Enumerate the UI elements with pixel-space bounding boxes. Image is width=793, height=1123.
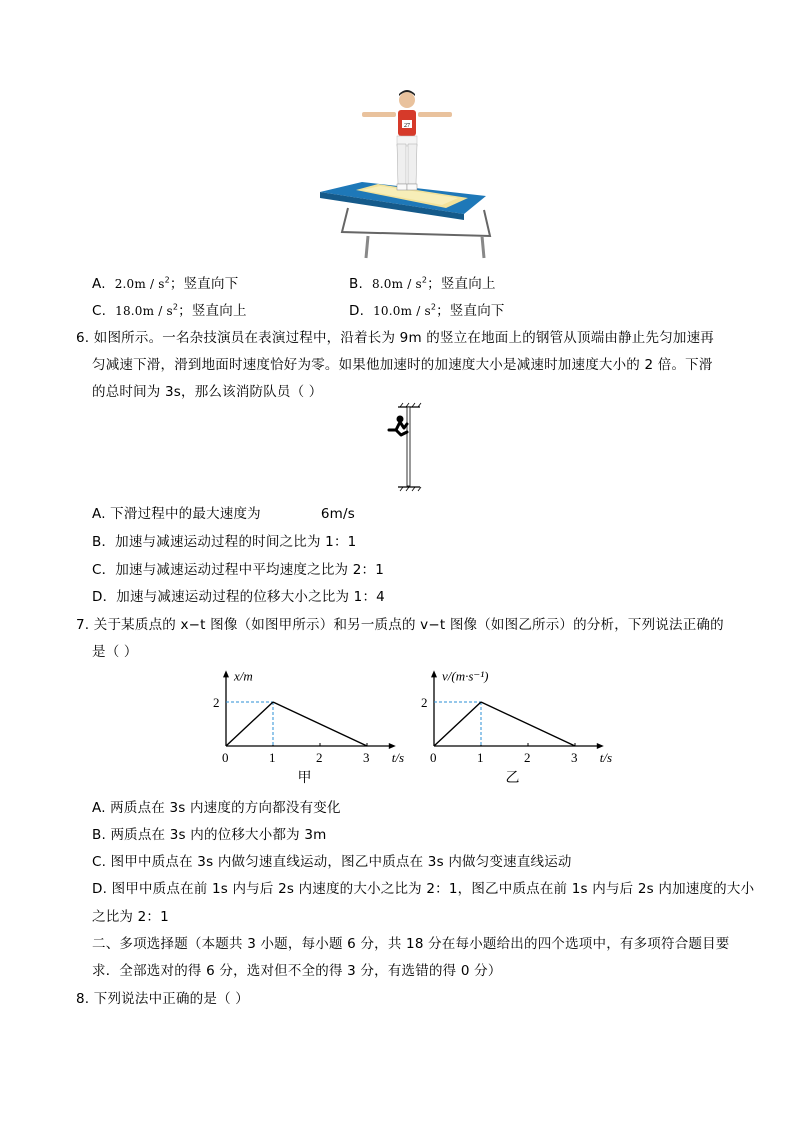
y-axis-arrow (223, 670, 229, 677)
series-segment (434, 702, 481, 746)
q6-option-b[interactable]: B．加速与减速运动过程的时间之比为 1：1 (92, 534, 357, 550)
q7-option-d-line2[interactable]: 之比为 2：1 (92, 909, 169, 925)
series-segment (273, 702, 367, 746)
x-tick-label: 3 (363, 750, 370, 765)
q5-option-b[interactable]: B. $8.0m / s^2$；竖直向上 (349, 275, 496, 292)
q5-option-c[interactable]: C. $18.0m / s^2$；竖直向上 (92, 302, 247, 319)
x-axis-label: t/s (391, 750, 405, 765)
chart-caption: 甲 (297, 771, 312, 786)
y-tick-label: 2 (213, 695, 220, 710)
section2-heading-line2: 求．全部选对的得 6 分，选对但不全的得 3 分，有选错的得 0 分） (92, 963, 502, 979)
q7-option-a[interactable]: A. 两质点在 3s 内速度的方向都没有变化 (92, 800, 341, 816)
q6-stem-line3: 的总时间为 3s，那么该消防队员（ ） (92, 384, 323, 400)
q6-option-c[interactable]: C．加速与减速运动过程中平均速度之比为 2：1 (92, 562, 384, 578)
y-axis-arrow (431, 670, 437, 677)
x-tick-label: 2 (524, 750, 531, 765)
x-axis-arrow (597, 743, 604, 749)
x-tick-label: 0 (430, 750, 437, 765)
y-tick-label: 2 (421, 695, 428, 710)
x-tick-label: 0 (222, 750, 229, 765)
x-tick-label: 3 (571, 750, 578, 765)
section2-heading-line1: 二、多项选择题（本题共 3 小题，每小题 6 分，共 18 分在每小题给出的四个选项中，有多项符合题目要 (92, 936, 730, 952)
pole-climber-figure (384, 402, 434, 492)
q7-stem-line1: 7. 关于某质点的 x−t 图像（如图甲所示）和另一质点的 v−t 图像（如图乙所示）的分析，下列说法正确的 (76, 617, 724, 633)
series-segment (481, 702, 575, 746)
q8-stem: 8. 下列说法中正确的是（ ） (76, 991, 249, 1007)
q6-option-a[interactable]: A. 下滑过程中的最大速度为 6m/s (92, 506, 356, 522)
x-tick-label: 2 (316, 750, 323, 765)
q7-stem-line2: 是（ ） (92, 644, 138, 660)
y-axis-label: x/m (234, 668, 253, 684)
x-axis-arrow (389, 743, 396, 749)
q7-option-d-line1[interactable]: D. 图甲中质点在前 1s 内与后 2s 内速度的大小之比为 2：1，图乙中质点在前 1s 内与后 2s 内加速度的大小 (92, 881, 755, 897)
x-axis-label: t/s (599, 750, 613, 765)
chart-caption: 乙 (505, 771, 520, 786)
jersey-number: 27 (404, 123, 410, 129)
x-tick-label: 1 (269, 750, 276, 765)
x-tick-label: 1 (477, 750, 484, 765)
trampoline-illustration (318, 86, 498, 262)
q6-option-d[interactable]: D．加速与减速运动过程的位移大小之比为 1：4 (92, 589, 385, 605)
q6-stem-line2: 匀减速下滑，滑到地面时速度恰好为零。如果他加速时的加速度大小是减速时加速度大小的 2 倍。下滑 (92, 357, 713, 373)
q5-option-a[interactable]: A. $2.0m / s^2$；竖直向下 (92, 275, 239, 292)
chart-yi (414, 656, 614, 788)
series-segment (226, 702, 273, 746)
chart-jia (206, 656, 405, 788)
q6-stem-line1: 6. 如图所示。一名杂技演员在表演过程中，沿着长为 9m 的竖立在地面上的钢管从顶端由静止先匀加速再 (76, 330, 714, 346)
q5-option-d[interactable]: D. $10.0m / s^2$；竖直向下 (349, 302, 505, 319)
q7-option-c[interactable]: C. 图甲中质点在 3s 内做匀速直线运动，图乙中质点在 3s 内做匀变速直线运动 (92, 854, 572, 870)
y-axis-label: v/(m·s⁻¹) (442, 668, 489, 684)
q7-option-b[interactable]: B. 两质点在 3s 内的位移大小都为 3m (92, 827, 327, 843)
